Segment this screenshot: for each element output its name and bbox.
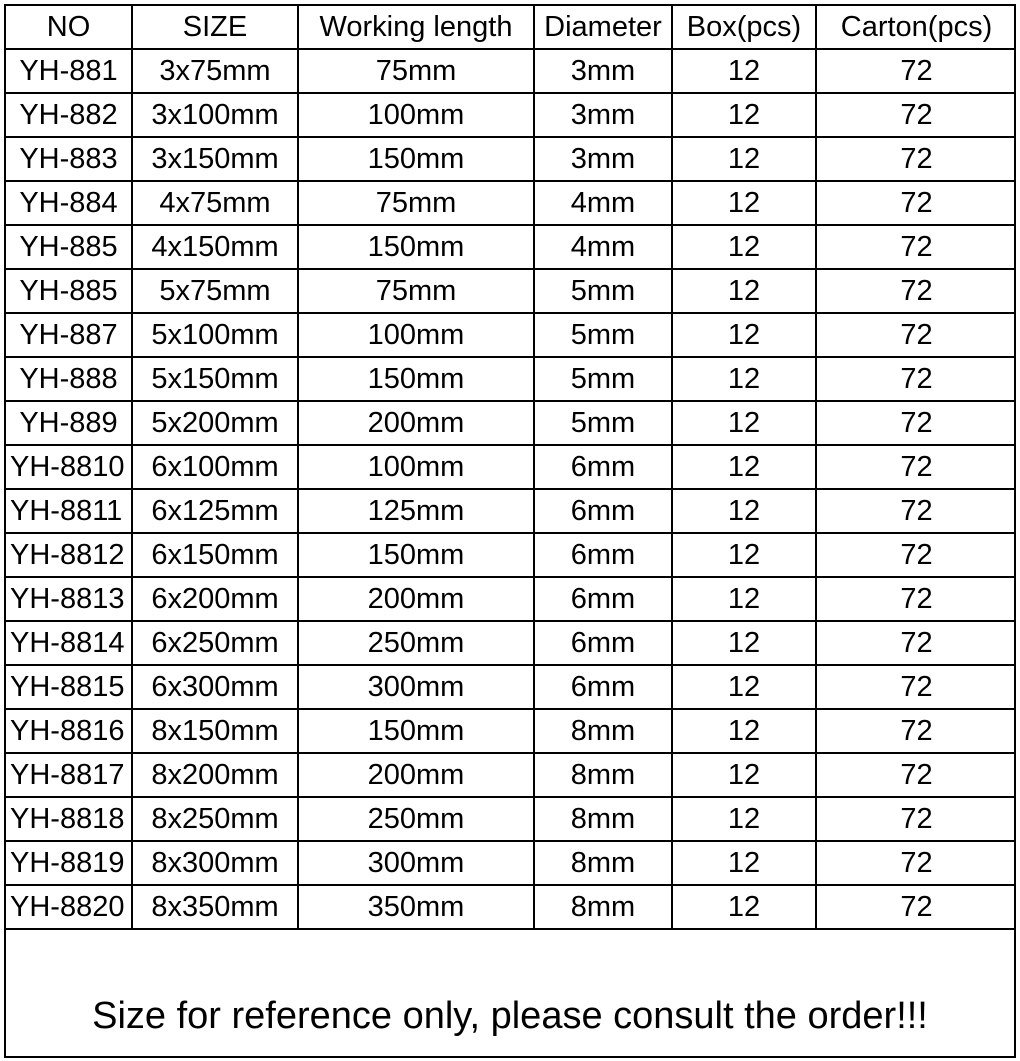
- cell-working-length: 150mm: [298, 709, 534, 753]
- cell-carton-pcs: 72: [816, 841, 1016, 885]
- spec-sheet: [4, 4, 1016, 1058]
- cell-box-pcs: 12: [672, 885, 816, 929]
- cell-box-pcs: 12: [672, 665, 816, 709]
- cell-size: 8x350mm: [132, 885, 298, 929]
- table-row: [6, 357, 1016, 401]
- cell-box-pcs: 12: [672, 137, 816, 181]
- cell-working-length: 75mm: [298, 269, 534, 313]
- cell-box-pcs: 12: [672, 313, 816, 357]
- cell-no: YH-8819: [6, 841, 132, 885]
- cell-size: 6x125mm: [132, 489, 298, 533]
- cell-size: 8x250mm: [132, 797, 298, 841]
- cell-size: 6x150mm: [132, 533, 298, 577]
- cell-carton-pcs: 72: [816, 225, 1016, 269]
- cell-no: YH-8813: [6, 577, 132, 621]
- column-header-carton-pcs: Carton(pcs): [816, 6, 1016, 49]
- cell-no: YH-881: [6, 49, 132, 93]
- cell-diameter: 3mm: [534, 137, 672, 181]
- cell-box-pcs: 12: [672, 841, 816, 885]
- cell-working-length: 200mm: [298, 577, 534, 621]
- cell-diameter: 8mm: [534, 885, 672, 929]
- cell-no: YH-885: [6, 225, 132, 269]
- cell-carton-pcs: 72: [816, 621, 1016, 665]
- cell-working-length: 150mm: [298, 225, 534, 269]
- cell-no: YH-8815: [6, 665, 132, 709]
- table-row: [6, 797, 1016, 841]
- cell-carton-pcs: 72: [816, 577, 1016, 621]
- cell-working-length: 75mm: [298, 49, 534, 93]
- cell-box-pcs: 12: [672, 357, 816, 401]
- cell-working-length: 150mm: [298, 533, 534, 577]
- cell-box-pcs: 12: [672, 577, 816, 621]
- cell-diameter: 8mm: [534, 753, 672, 797]
- cell-diameter: 8mm: [534, 709, 672, 753]
- cell-size: 8x200mm: [132, 753, 298, 797]
- column-header-size: SIZE: [132, 6, 298, 49]
- cell-carton-pcs: 72: [816, 797, 1016, 841]
- table-row: [6, 533, 1016, 577]
- cell-working-length: 250mm: [298, 797, 534, 841]
- cell-diameter: 5mm: [534, 401, 672, 445]
- cell-no: YH-889: [6, 401, 132, 445]
- table-row: [6, 445, 1016, 489]
- cell-size: 3x75mm: [132, 49, 298, 93]
- table-row: [6, 841, 1016, 885]
- cell-no: YH-8817: [6, 753, 132, 797]
- cell-diameter: 6mm: [534, 577, 672, 621]
- cell-diameter: 6mm: [534, 533, 672, 577]
- table-row: [6, 709, 1016, 753]
- cell-no: YH-8810: [6, 445, 132, 489]
- cell-box-pcs: 12: [672, 49, 816, 93]
- cell-diameter: 6mm: [534, 445, 672, 489]
- cell-carton-pcs: 72: [816, 753, 1016, 797]
- cell-working-length: 125mm: [298, 489, 534, 533]
- cell-carton-pcs: 72: [816, 137, 1016, 181]
- cell-carton-pcs: 72: [816, 665, 1016, 709]
- cell-box-pcs: 12: [672, 181, 816, 225]
- cell-carton-pcs: 72: [816, 709, 1016, 753]
- cell-diameter: 6mm: [534, 665, 672, 709]
- cell-box-pcs: 12: [672, 225, 816, 269]
- cell-size: 8x150mm: [132, 709, 298, 753]
- table-row: [6, 313, 1016, 357]
- cell-box-pcs: 12: [672, 93, 816, 137]
- cell-diameter: 8mm: [534, 841, 672, 885]
- cell-working-length: 300mm: [298, 841, 534, 885]
- table-row: [6, 269, 1016, 313]
- cell-carton-pcs: 72: [816, 357, 1016, 401]
- cell-box-pcs: 12: [672, 269, 816, 313]
- table-row: [6, 49, 1016, 93]
- cell-size: 4x150mm: [132, 225, 298, 269]
- cell-no: YH-8812: [6, 533, 132, 577]
- cell-diameter: 8mm: [534, 797, 672, 841]
- cell-no: YH-8820: [6, 885, 132, 929]
- cell-working-length: 300mm: [298, 665, 534, 709]
- header-row: [6, 6, 1016, 49]
- cell-carton-pcs: 72: [816, 49, 1016, 93]
- cell-box-pcs: 12: [672, 621, 816, 665]
- cell-no: YH-8814: [6, 621, 132, 665]
- cell-box-pcs: 12: [672, 797, 816, 841]
- cell-size: 3x150mm: [132, 137, 298, 181]
- table-row: [6, 577, 1016, 621]
- cell-box-pcs: 12: [672, 445, 816, 489]
- column-header-box-pcs: Box(pcs): [672, 6, 816, 49]
- spec-table: [6, 6, 1016, 930]
- cell-diameter: 3mm: [534, 49, 672, 93]
- cell-no: YH-8811: [6, 489, 132, 533]
- cell-size: 6x250mm: [132, 621, 298, 665]
- cell-carton-pcs: 72: [816, 401, 1016, 445]
- cell-size: 3x100mm: [132, 93, 298, 137]
- cell-no: YH-885: [6, 269, 132, 313]
- cell-diameter: 5mm: [534, 313, 672, 357]
- cell-carton-pcs: 72: [816, 533, 1016, 577]
- cell-size: 4x75mm: [132, 181, 298, 225]
- table-row: [6, 137, 1016, 181]
- table-row: [6, 753, 1016, 797]
- cell-size: 5x200mm: [132, 401, 298, 445]
- table-row: [6, 489, 1016, 533]
- column-header-no: NO: [6, 6, 132, 49]
- column-header-working-length: Working length: [298, 6, 534, 49]
- cell-size: 6x200mm: [132, 577, 298, 621]
- cell-diameter: 5mm: [534, 269, 672, 313]
- cell-size: 5x150mm: [132, 357, 298, 401]
- table-row: [6, 885, 1016, 929]
- cell-working-length: 100mm: [298, 93, 534, 137]
- cell-carton-pcs: 72: [816, 885, 1016, 929]
- cell-carton-pcs: 72: [816, 181, 1016, 225]
- cell-size: 6x300mm: [132, 665, 298, 709]
- cell-working-length: 150mm: [298, 357, 534, 401]
- table-row: [6, 225, 1016, 269]
- cell-working-length: 100mm: [298, 313, 534, 357]
- cell-carton-pcs: 72: [816, 93, 1016, 137]
- cell-diameter: 6mm: [534, 489, 672, 533]
- cell-working-length: 100mm: [298, 445, 534, 489]
- cell-carton-pcs: 72: [816, 489, 1016, 533]
- cell-diameter: 6mm: [534, 621, 672, 665]
- cell-no: YH-883: [6, 137, 132, 181]
- table-row: [6, 181, 1016, 225]
- cell-diameter: 4mm: [534, 225, 672, 269]
- cell-no: YH-888: [6, 357, 132, 401]
- cell-carton-pcs: 72: [816, 445, 1016, 489]
- cell-diameter: 5mm: [534, 357, 672, 401]
- cell-carton-pcs: 72: [816, 269, 1016, 313]
- cell-working-length: 75mm: [298, 181, 534, 225]
- cell-box-pcs: 12: [672, 753, 816, 797]
- table-row: [6, 665, 1016, 709]
- cell-working-length: 350mm: [298, 885, 534, 929]
- cell-box-pcs: 12: [672, 489, 816, 533]
- cell-size: 6x100mm: [132, 445, 298, 489]
- cell-working-length: 250mm: [298, 621, 534, 665]
- reference-note: Size for reference only, please consult the order!!!: [92, 995, 928, 1037]
- cell-working-length: 150mm: [298, 137, 534, 181]
- cell-diameter: 3mm: [534, 93, 672, 137]
- column-header-diameter: Diameter: [534, 6, 672, 49]
- cell-box-pcs: 12: [672, 709, 816, 753]
- cell-size: 5x100mm: [132, 313, 298, 357]
- cell-size: 5x75mm: [132, 269, 298, 313]
- cell-working-length: 200mm: [298, 401, 534, 445]
- cell-no: YH-884: [6, 181, 132, 225]
- table-row: [6, 401, 1016, 445]
- cell-box-pcs: 12: [672, 533, 816, 577]
- cell-carton-pcs: 72: [816, 313, 1016, 357]
- cell-no: YH-882: [6, 93, 132, 137]
- cell-no: YH-8818: [6, 797, 132, 841]
- cell-working-length: 200mm: [298, 753, 534, 797]
- table-body: [6, 49, 1016, 929]
- table-row: [6, 93, 1016, 137]
- cell-no: YH-8816: [6, 709, 132, 753]
- cell-size: 8x300mm: [132, 841, 298, 885]
- cell-diameter: 4mm: [534, 181, 672, 225]
- cell-no: YH-887: [6, 313, 132, 357]
- table-row: [6, 621, 1016, 665]
- cell-box-pcs: 12: [672, 401, 816, 445]
